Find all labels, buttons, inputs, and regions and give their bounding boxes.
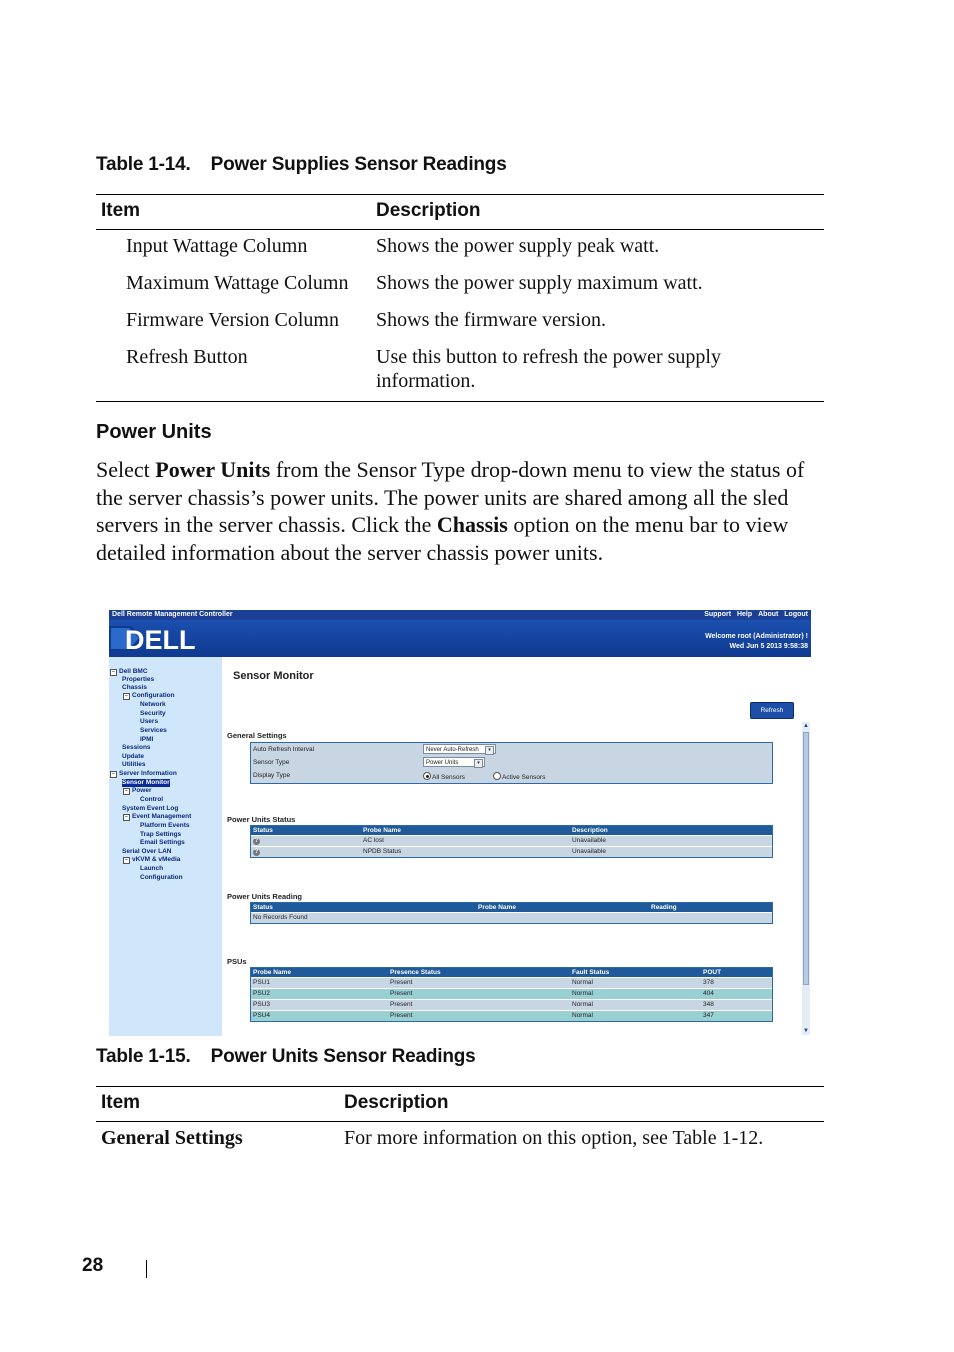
- scroll-up-icon[interactable]: ▲: [803, 723, 809, 729]
- top-links: [700, 610, 808, 620]
- table-14-caption: [96, 154, 507, 176]
- footer-divider: [146, 1260, 147, 1278]
- main-content: [222, 657, 811, 1036]
- cell-fault: Normal: [572, 990, 593, 997]
- auto-refresh-row: [251, 743, 772, 756]
- header-status: Status: [253, 904, 273, 911]
- cell-probe-name: PSU3: [253, 1001, 270, 1008]
- table-15-caption: [96, 1046, 476, 1068]
- table-cell-description: For more information on this option, see Table 1-12.: [344, 1127, 764, 1149]
- table-14-header-item: Item: [96, 195, 371, 230]
- collapse-icon[interactable]: −: [123, 788, 130, 795]
- tree-item-ipmi[interactable]: IPMI: [140, 736, 154, 743]
- power-units-reading-table: [250, 902, 773, 924]
- cell-presence: Present: [390, 979, 413, 986]
- header-pout: POUT: [703, 969, 722, 976]
- app-title-bar: [109, 610, 811, 620]
- tree-item-label: vKVM & vMedia: [132, 856, 181, 863]
- table-14-title: Power Supplies Sensor Readings: [210, 154, 507, 175]
- paragraph-bold-term: Power Units: [155, 457, 271, 482]
- refresh-button[interactable]: Refresh: [750, 702, 794, 719]
- header-reading: Reading: [651, 904, 677, 911]
- tree-item-update[interactable]: Update: [122, 753, 145, 760]
- tree-item-label: Dell BMC: [119, 668, 148, 675]
- cell-pout: 378: [703, 979, 714, 986]
- power-units-status-table: [250, 825, 773, 858]
- cell-pout: 404: [703, 990, 714, 997]
- unknown-status-icon: ?: [254, 849, 259, 855]
- cell-presence: Present: [390, 1012, 413, 1019]
- tree-item-serial-over-lan[interactable]: Serial Over LAN: [122, 848, 172, 855]
- tree-item-chassis[interactable]: Chassis: [122, 684, 147, 691]
- cell-pout: 348: [703, 1001, 714, 1008]
- header-description: Description: [572, 827, 608, 834]
- active-sensors-label: Active Sensors: [502, 774, 546, 781]
- dell-logo: [109, 620, 221, 657]
- vertical-scrollbar[interactable]: [802, 722, 810, 1035]
- table-header: [251, 903, 772, 912]
- table-cell-item: General Settings: [101, 1127, 243, 1149]
- cell-fault: Normal: [572, 1012, 593, 1019]
- chevron-down-icon[interactable]: ▾: [474, 759, 483, 768]
- embedded-screenshot: [109, 610, 811, 1036]
- tree-item-server-information[interactable]: [110, 770, 177, 778]
- tree-item-power[interactable]: [123, 787, 152, 795]
- tree-item-system-event-log[interactable]: System Event Log: [122, 805, 179, 812]
- table-header: [251, 968, 772, 977]
- table-row: [251, 912, 772, 923]
- table-15: [96, 1086, 824, 1155]
- sensor-type-value: Power Units: [426, 760, 459, 766]
- tree-item-utilities[interactable]: Utilities: [122, 761, 146, 768]
- welcome-area: [705, 632, 808, 652]
- sensor-type-label: Sensor Type: [253, 759, 290, 766]
- app-title: Dell Remote Management Controller: [112, 611, 233, 618]
- table-row: [251, 999, 772, 1010]
- table-row: [96, 1122, 824, 1156]
- tree-item-vkvm-vmedia[interactable]: [123, 856, 180, 864]
- general-settings-title: General Settings: [227, 731, 287, 740]
- paragraph-text: from the Sensor Type drop-down menu to view the status of the server chassis’s power units. The power units are shared among all the sled servers in the server chassis. Click the: [96, 457, 805, 537]
- cell-description: Unavailable: [572, 848, 606, 855]
- table-row: [251, 988, 772, 999]
- paragraph-bold-term: Chassis: [436, 512, 508, 537]
- section-heading: Power Units: [96, 421, 212, 443]
- display-type-row: [251, 769, 772, 782]
- cell-pout: 347: [703, 1012, 714, 1019]
- welcome-text: Welcome root (Administrator) !: [705, 633, 808, 640]
- table-row: [96, 230, 824, 264]
- collapse-icon[interactable]: −: [123, 857, 130, 864]
- header-banner: [109, 620, 811, 657]
- table-row: [96, 300, 824, 337]
- dell-logo-text: DELL: [125, 625, 196, 655]
- tree-item-platform-events[interactable]: Platform Events: [140, 822, 190, 829]
- about-link[interactable]: About: [758, 611, 779, 618]
- table-row: [251, 835, 772, 846]
- table-header: [251, 826, 772, 835]
- collapse-icon[interactable]: −: [110, 771, 117, 778]
- table-row: [96, 337, 824, 402]
- power-units-reading-title: Power Units Reading: [227, 892, 303, 901]
- table-cell-description: Use this button to refresh the power supply information.: [376, 346, 721, 392]
- logout-link[interactable]: Logout: [784, 611, 808, 618]
- tree-item-services[interactable]: Services: [140, 727, 167, 734]
- sensor-type-select[interactable]: [423, 757, 485, 767]
- active-sensors-radio[interactable]: [493, 772, 545, 781]
- table-cell-item: Input Wattage Column: [126, 235, 308, 257]
- table-cell-item: Maximum Wattage Column: [126, 272, 349, 294]
- support-link[interactable]: Support: [704, 611, 732, 618]
- tree-item-sessions[interactable]: Sessions: [122, 744, 151, 751]
- help-link[interactable]: Help: [736, 611, 753, 618]
- tree-item-label: Configuration: [132, 692, 175, 699]
- display-type-label: Display Type: [253, 772, 291, 779]
- table-14: [96, 194, 824, 402]
- navigation-tree: [109, 657, 222, 1036]
- tree-item-network[interactable]: Network: [140, 701, 166, 708]
- header-probe-name: Probe Name: [363, 827, 401, 834]
- header-probe-name: Probe Name: [253, 969, 291, 976]
- header-presence-status: Presence Status: [390, 969, 441, 976]
- tree-item-security[interactable]: Security: [140, 710, 166, 717]
- all-sensors-radio[interactable]: [423, 772, 465, 781]
- tree-item-launch[interactable]: Launch: [140, 865, 164, 872]
- table-15-title: Power Units Sensor Readings: [210, 1046, 476, 1067]
- cell-probe-name: PSU4: [253, 1012, 270, 1019]
- cell-probe-name: AC lost: [363, 837, 384, 844]
- table-row: [251, 846, 772, 857]
- table-row: [251, 1010, 772, 1021]
- psus-title: PSUs: [227, 957, 247, 966]
- cell-description: Unavailable: [572, 837, 606, 844]
- cell-probe-name: PSU2: [253, 990, 270, 997]
- tree-item-dell-bmc[interactable]: [110, 668, 148, 676]
- tree-item-configuration[interactable]: [123, 692, 175, 700]
- header-status: Status: [253, 827, 273, 834]
- tree-item-control[interactable]: Control: [140, 796, 164, 803]
- table-row: [96, 263, 824, 300]
- paragraph-text: option on the menu bar to view detailed information about the server chassis power units.: [96, 512, 789, 565]
- sensor-type-row: [251, 756, 772, 769]
- tree-item-email-settings[interactable]: Email Settings: [140, 839, 185, 846]
- tree-item-users[interactable]: Users: [140, 718, 159, 725]
- cell-presence: Present: [390, 1001, 413, 1008]
- header-probe-name: Probe Name: [478, 904, 516, 911]
- table-cell-item: Firmware Version Column: [126, 309, 339, 331]
- collapse-icon[interactable]: −: [123, 814, 130, 821]
- table-cell-description: Shows the firmware version.: [376, 309, 606, 331]
- scrollbar-thumb[interactable]: [803, 732, 809, 985]
- table-15-number: Table 1-15.: [96, 1046, 191, 1067]
- tree-item-event-management[interactable]: [123, 813, 191, 821]
- header-fault-status: Fault Status: [572, 969, 610, 976]
- tree-item-trap-settings[interactable]: Trap Settings: [140, 831, 182, 838]
- body-paragraph: [96, 456, 826, 566]
- paragraph-text: Select: [96, 457, 156, 482]
- table-15-header-item: Item: [96, 1087, 339, 1122]
- chevron-down-icon[interactable]: ▾: [485, 746, 494, 755]
- cell-probe-name: PSU1: [253, 979, 270, 986]
- page-title: Sensor Monitor: [233, 670, 314, 682]
- table-cell-item: Refresh Button: [126, 346, 248, 368]
- cell-fault: Normal: [572, 1001, 593, 1008]
- page-number: 28: [82, 1255, 104, 1276]
- tree-item-sensor-monitor[interactable]: Sensor Monitor: [122, 779, 170, 786]
- power-units-status-title: Power Units Status: [227, 815, 296, 824]
- tree-item-properties[interactable]: Properties: [122, 676, 155, 683]
- scroll-down-icon[interactable]: ▼: [803, 1028, 809, 1034]
- auto-refresh-label: Auto Refresh Interval: [253, 746, 315, 753]
- table-cell-description: Shows the power supply peak watt.: [376, 235, 660, 257]
- general-settings-panel: [250, 742, 773, 784]
- table-row: [251, 977, 772, 988]
- tree-item-configuration-vmedia[interactable]: Configuration: [140, 874, 183, 881]
- table-14-number: Table 1-14.: [96, 154, 191, 175]
- radio-icon[interactable]: [493, 772, 501, 780]
- cell-presence: Present: [390, 990, 413, 997]
- collapse-icon[interactable]: −: [123, 693, 130, 700]
- cell-fault: Normal: [572, 979, 593, 986]
- tree-item-label: Event Management: [132, 813, 192, 820]
- cell-probe-name: NPDB Status: [363, 848, 402, 855]
- collapse-icon[interactable]: −: [110, 669, 117, 676]
- datetime-text: Wed Jun 5 2013 9:58:38: [729, 643, 808, 650]
- psus-table: [250, 967, 773, 1022]
- table-14-header-description: Description: [371, 195, 824, 230]
- all-sensors-label: All Sensors: [432, 774, 465, 781]
- radio-selected-icon[interactable]: [423, 772, 431, 780]
- unknown-status-icon: ?: [254, 838, 259, 844]
- table-15-header-description: Description: [339, 1087, 824, 1122]
- table-cell-description: Shows the power supply maximum watt.: [376, 272, 703, 294]
- auto-refresh-select[interactable]: [423, 744, 496, 754]
- auto-refresh-value: Never Auto-Refresh: [426, 747, 479, 753]
- tree-item-label: Power: [132, 787, 152, 794]
- tree-item-label: Server Information: [119, 770, 177, 777]
- empty-message: No Records Found: [253, 914, 308, 921]
